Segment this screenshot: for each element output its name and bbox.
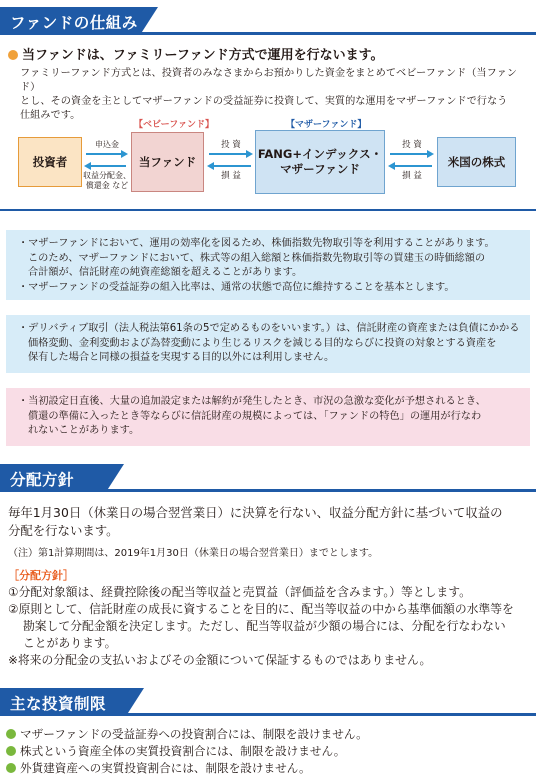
section-header-restrictions [0,688,536,716]
note-box-initial-setting [6,388,530,446]
bullet-icon [6,763,16,773]
policy-item: ①分配対象額は、経費控除後の配当等収益と売買益（評価益を含みます。）等とします。 [8,585,471,599]
policy-item: ②原則として、信託財産の成長に資することを目的に、配当等収益の中から基準価額の水準等を [8,602,514,616]
arrow-right-icon [209,153,251,155]
distribution-policy-list [8,584,530,669]
arrow-right-icon [390,153,432,155]
desc-line: ファミリーファンド方式とは、投資者のみなさまからお預かりした資金をまとめてベビーファンド（当ファンド） [20,68,517,93]
arrow-left-icon [390,165,432,167]
header-rule [0,489,536,492]
note-box-derivatives [6,315,530,373]
restriction-text: 外貨建資産への実質投資割合には、制限を設けません。 [20,761,311,775]
note-line: 価格変動、金利変動および為替変動により生じるリスクを減じる目的ならびに投資の対象とする資産を [28,337,497,349]
section-divider [0,209,536,211]
lead-label: 当ファンドは、ファミリーファンド方式で運用を行ないます。 [22,48,384,63]
bullet-icon [6,729,16,739]
invest-label: 投 資 [221,140,241,150]
mother-fund-box [255,130,385,194]
arrow-left-icon [209,165,251,167]
bullet-icon [8,50,18,60]
note-line: れないことがあります。 [28,425,140,436]
us-stocks-box [437,137,516,187]
note-box-mother-fund [6,230,530,300]
note-line: ・マザーファンドにおいて、運用の効率化を図るため、株価指数先物取引等を利用することがあります。 [18,238,495,249]
policy-item-cont: 勘案して分配金額を決定します。ただし、配当等収益が少額の場合には、分配を行なわない [23,619,506,633]
arrow-right-icon [86,153,126,155]
family-fund-description [20,67,530,123]
mother-fund-label-1: FANG+インデックス・ [257,147,383,161]
lead-text [8,44,384,63]
note-line: ・デリバティブ取引（法人税法第61条の5で定めるものをいいます。）は、信託財産の資産または負債にかかる [18,323,520,334]
baby-fund-box [131,132,204,192]
restriction-item [6,760,368,777]
arrow-left-icon [86,165,126,167]
note-line: ・当初設定日直後、大量の追加設定または解約が発生したとき、市況の急激な変化が予想されるとき、 [18,396,486,407]
distribution-label-2: 償還金 など [85,181,129,190]
desc-line: 仕組みです。 [20,110,81,121]
note-line: 合計額が、信託財産の純資産総額を超えることがあります。 [28,267,303,278]
investor-label: 投資者 [32,154,68,169]
baby-fund-caption: 【ベビーファンド】 [134,120,215,130]
mother-fund-label-2: マザーファンド [280,162,360,176]
section-title: 主な投資制限 [0,688,126,716]
section-header-fund-structure [0,7,536,35]
profit-label: 損 益 [402,171,422,181]
baby-fund-label: 当ファンド [138,154,197,169]
us-stocks-label: 米国の株式 [447,154,506,169]
note-line: このため、マザーファンドにおいて、株式等の組入総額と株価指数先物取引等の買建玉の時価総額の [28,252,486,264]
distribution-policy-label: ［分配方針］ [8,569,74,582]
note-line: ・マザーファンドの受益証券の組入比率は、通常の状態で高位に維持することを基本とします。 [18,281,455,293]
desc-line: とし、その資金を主としてマザーファンドの受益証券に投資して、実質的な運用をマザーファンドで行なう [20,96,508,107]
mother-fund-caption: 【マザーファンド】 [286,120,367,130]
first-period-note: （注）第1計算期間は、2019年1月30日（休業日の場合翌営業日）までとします。 [8,548,379,559]
policy-item-cont: ことがあります。 [23,636,117,650]
distribution-label [82,171,132,191]
apply-label: 申込金 [95,140,119,149]
header-rule [0,32,536,35]
bullet-icon [6,746,16,756]
section-title: 分配方針 [0,464,106,492]
section-title: ファンドの仕組み [0,7,140,35]
section-header-distribution [0,464,536,492]
note-line: 償還の準備に入ったとき等ならびに信託財産の規模によっては、「ファンドの特色」の運用が行なわ [28,410,482,422]
restriction-text: 株式という資産全体の実質投資割合には、制限を設けません。 [20,744,346,758]
note-line: 保有した場合と同様の損益を実現する目的以外には利用しません。 [28,352,335,363]
restriction-text: マザーファンドの受益証券への投資割合には、制限を設けません。 [20,727,368,741]
restriction-item [6,726,368,743]
main-line: 分配を行ないます。 [8,523,119,538]
main-line: 毎年1月30日（休業日の場合翌営業日）に決算を行ない、収益分配方針に基づいて収益の [8,505,503,520]
header-rule [0,713,536,716]
guarantee-caution: ※将来の分配金の支払いおよびその金額について保証するものではありません。 [8,653,432,667]
profit-label: 損 益 [221,171,241,181]
distribution-label-1: 収益分配金、 [83,171,131,180]
investor-box [18,137,82,187]
distribution-main-text [8,504,530,540]
invest-label: 投 資 [402,140,422,150]
restriction-item [6,743,368,760]
investment-restrictions-list [6,726,368,777]
